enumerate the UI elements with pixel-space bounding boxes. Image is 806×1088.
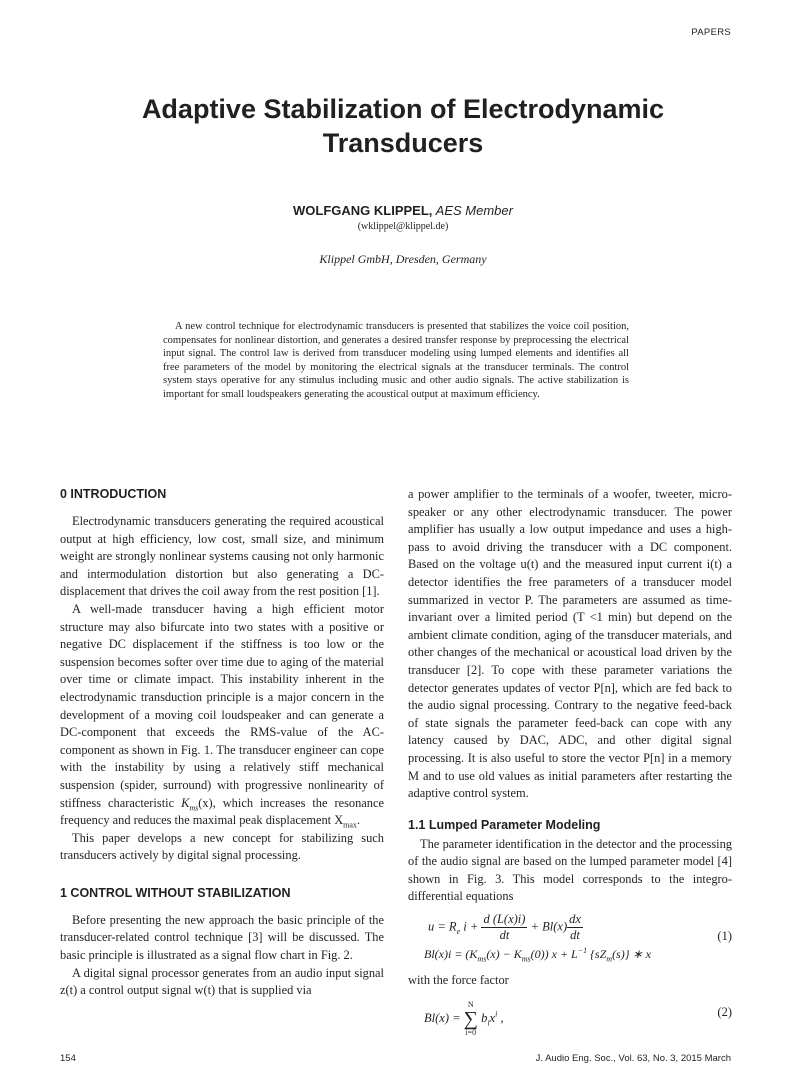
paragraph: a power amplifier to the terminals of a woofer, tweeter, micro-speaker or any other electrodynamic transducer. The power amplifier has usually a low output impedance and uses a high-pass to avoid driving the transducer with a DC component. Based on the voltage u(t) and the measured input current i(t) a detector identifies the free parameters of a transducer model summarized in vector P. The parameters are assumed as time-invariant over a limited period (T <1 min) but depend on the ambient climate condition, aging of the transducer materials, and other changes of the mechanical or acoustical load driven by the transducer [2]. To cope with these parameter variations the detector generates updates of vector P[n], which are fed back to the audio signal processing. Contrary to the negative feed-back of state signals the parameter feed-back can cope with any latency caused by DAC, ADC, and other digital signal processing. It is also useful to store the vector P[n] in a memory M and to use old values as initial parameters after restarting the adaptive control system. <box>408 487 732 801</box>
subsection-heading-lumped: 1.1 Lumped Parameter Modeling <box>408 817 601 832</box>
paragraph: with the force factor <box>408 973 509 988</box>
page-number: 154 <box>60 1053 76 1064</box>
abstract: A new control technique for electrodynamic transducers is presented that stabilizes the voice coil position, compensates for nonlinear distortion, and generates a desired transfer response by preprocessing the electrical input signal. The control law is derived from transducer modeling using lumped elements and identifies all free parameters of the model by monitoring the electrical signals at the transducer terminals. The control system stays operative for any stimulus including music and other audio signals. The active stabilization is important for small loudspeakers generating the acoustical output at maximum efficiency. <box>163 321 629 400</box>
equation-number: (1) <box>717 929 732 944</box>
paragraph: Before presenting the new approach the basic principle of the transducer-related control technique [3] will be discussed. The basic principle is illustrated as a signal flow chart in Fig. 2. <box>60 912 384 963</box>
paragraph: Electrodynamic transducers generating the required acoustical output at high efficiency, low cost, small size, and minimum weight are strongly nonlinear systems causing not only harmonic and intermodulation distortion but also generating a DC-displacement that drives the coil away from the rest position [1]. <box>60 514 384 599</box>
author-name: WOLFGANG KLIPPEL, <box>293 203 433 218</box>
paragraph: This paper develops a new concept for stabilizing such transducers actively by digital signal processing. <box>60 830 384 863</box>
paragraph: The parameter identification in the detector and the processing of the audio signal are based on the lumped parameter model [4] shown in Fig. 3. This model corresponds to the integro-differential equations <box>408 836 732 904</box>
journal-citation: J. Audio Eng. Soc., Vol. 63, No. 3, 2015 March <box>535 1053 731 1064</box>
author-membership: AES Member <box>435 203 513 218</box>
paragraph: A digital signal processor generates from an audio input signal z(t) a control output signal w(t) that is supplied via <box>60 965 384 998</box>
right-column <box>408 486 732 1037</box>
equation-number: (2) <box>717 1004 732 1019</box>
author-line <box>0 203 806 219</box>
section-heading-introduction: 0 INTRODUCTION <box>60 487 167 501</box>
running-header: PAPERS <box>691 27 731 38</box>
equation-1: $u = R_e$ i + $\frac{d (L(x)i)}{dt}$ + Bl(x) $\frac{dx}{dt}$ $Bl(x)i = (K_{ms}(x) - K_{ms}(0)) x + L^{-1}$ $\{sZ_m(s)\}$ ∗ x (1) <box>424 912 732 964</box>
equation-2: Bl(x) = N ∑ i=0 $b_ix^i$ , (2) <box>424 999 732 1037</box>
left-column <box>60 486 384 1000</box>
paper-title: Adaptive Stabilization of Electrodynamic Transducers <box>141 94 665 158</box>
author-email: (wklippel@klippel.de) <box>357 221 449 232</box>
section-heading-control: 1 CONTROL WITHOUT STABILIZATION <box>60 885 291 900</box>
paragraph: A well-made transducer having a high efficient motor structure may also bifurcate into two states with a positive or negative DC displacement if the stiffness is too low or the suspension becomes softer over time due to aging of the material over time or climate impact. This instability inherent in the electrodynamic transduction principle is a major concern in the development of a moving coil loudspeaker and can generate a DC-component that exceeds the RMS-value of the AC-component as shown in Fig. 1. The transducer engineer can cope with the instability by using a relatively stiff mechanical suspension (spider, surround) with progressive nonlinearity of stiffness characteristic $K_{ms}(x)$, which increases the resonance frequency and reduces the maximal peak displacement $X_{max}$. <box>60 601 385 830</box>
author-affiliation: Klippel GmbH, Dresden, Germany <box>319 252 487 266</box>
